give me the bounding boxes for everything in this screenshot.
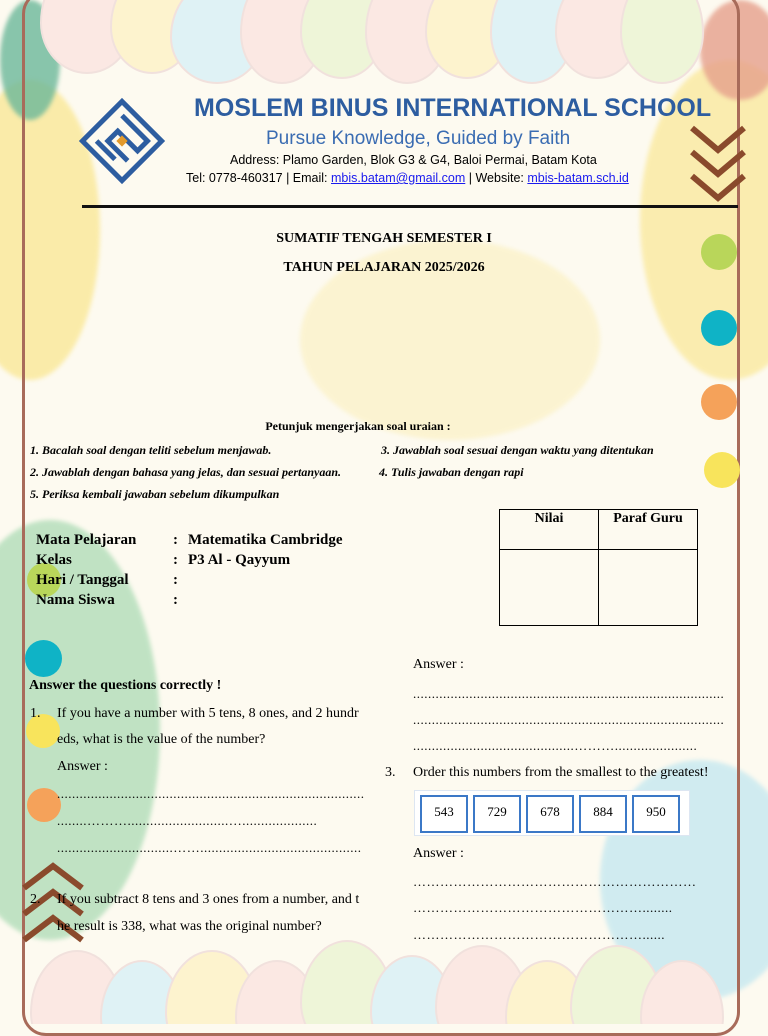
info-colon: :: [173, 592, 178, 608]
school-logo-icon: [78, 97, 166, 185]
answer-line[interactable]: ...................................................................................: [413, 686, 725, 701]
email-link[interactable]: mbis.batam@gmail.com: [331, 171, 466, 185]
info-label-class: Kelas: [36, 552, 72, 568]
info-value-class: P3 Al - Qayyum: [188, 552, 291, 568]
info-colon: :: [173, 572, 178, 588]
answer-line[interactable]: ...........................................………......................: [413, 738, 698, 753]
exam-year: TAHUN PELAJARAN 2025/2026: [283, 260, 485, 275]
teal-dot-left-icon: [25, 640, 62, 677]
q1-answer-line[interactable]: ........………...........................…....................: [57, 813, 318, 828]
q1-number: 1.: [30, 706, 41, 721]
instruction-2: 2. Jawablah dengan bahasa yang jelas, dan sesuai pertanyaan.: [30, 465, 342, 479]
q2-text-line1: If you subtract 8 tens and 3 ones from a number, and t: [57, 892, 360, 907]
school-tagline: Pursue Knowledge, Guided by Faith: [266, 128, 571, 149]
q1-answer-label: Answer :: [57, 759, 108, 774]
q3-text: Order this numbers from the smallest to the greatest!: [413, 765, 709, 780]
info-label-name: Nama Siswa: [36, 592, 115, 608]
questions-heading: Answer the questions correctly !: [29, 678, 222, 693]
q2-text-line2: he result is 338, what was the original number?: [57, 919, 322, 934]
number-box: 543: [420, 795, 468, 833]
orange-dot-icon: [701, 384, 737, 420]
q1-answer-line[interactable]: ..................................................................................: [57, 786, 365, 801]
school-address: Address: Plamo Garden, Blok G3 & G4, Baloi Permai, Batam Kota: [230, 153, 597, 167]
q1-text-line2: eds, what is the value of the number?: [57, 732, 266, 747]
chevrons-down-icon: [688, 124, 748, 208]
instructions-heading: Petunjuk mengerjakan soal uraian :: [265, 419, 451, 433]
header-divider: [82, 205, 738, 208]
instruction-5: 5. Periksa kembali jawaban sebelum dikumpulkan: [30, 487, 280, 501]
grade-header-nilai: Nilai: [500, 510, 599, 550]
instruction-4: 4. Tulis jawaban dengan rapi: [379, 465, 524, 479]
q1-text-line1: If you have a number with 5 tens, 8 ones, and 2 hundr: [57, 706, 359, 721]
number-box: 678: [526, 795, 574, 833]
school-name: MOSLEM BINUS INTERNATIONAL SCHOOL: [194, 94, 712, 122]
number-box: 729: [473, 795, 521, 833]
school-contact: [186, 171, 629, 185]
grade-table: [499, 509, 698, 626]
number-box: 950: [632, 795, 680, 833]
website-link[interactable]: mbis-batam.sch.id: [527, 171, 629, 185]
answer-line[interactable]: ...................................................................................: [413, 712, 725, 727]
grade-header-paraf: Paraf Guru: [599, 510, 698, 550]
answer-label: Answer :: [413, 657, 464, 672]
info-label-date: Hari / Tanggal: [36, 572, 129, 588]
tel-text: Tel: 0778-460317 | Email:: [186, 171, 332, 185]
instruction-3: 3. Jawablah soal sesuai dengan waktu yang ditentukan: [381, 443, 654, 457]
q3-answer-label: Answer :: [413, 846, 464, 861]
q3-answer-line[interactable]: ……………………………………………........: [413, 900, 673, 915]
orange-dot-left-icon: [27, 788, 61, 822]
q3-number: 3.: [385, 765, 396, 780]
q3-answer-line[interactable]: ……………………………………………......: [413, 927, 665, 942]
q1-answer-line[interactable]: ...............................……...........................................: [57, 840, 362, 855]
exam-title: SUMATIF TENGAH SEMESTER I: [276, 231, 492, 246]
instruction-1: 1. Bacalah soal dengan teliti sebelum menjawab.: [30, 443, 272, 457]
number-box: 884: [579, 795, 627, 833]
q3-answer-line[interactable]: ………………………………………………………: [413, 874, 697, 889]
info-colon: :: [173, 552, 178, 568]
grade-cell-nilai[interactable]: [500, 550, 599, 626]
grade-cell-paraf[interactable]: [599, 550, 698, 626]
info-label-subject: Mata Pelajaran: [36, 532, 137, 548]
yellow-dot-icon: [704, 452, 740, 488]
q2-number: 2.: [30, 892, 41, 907]
info-colon: :: [173, 532, 178, 548]
website-label: | Website:: [465, 171, 528, 185]
teal-dot-icon: [701, 310, 737, 346]
info-value-subject: Matematika Cambridge: [188, 532, 343, 548]
